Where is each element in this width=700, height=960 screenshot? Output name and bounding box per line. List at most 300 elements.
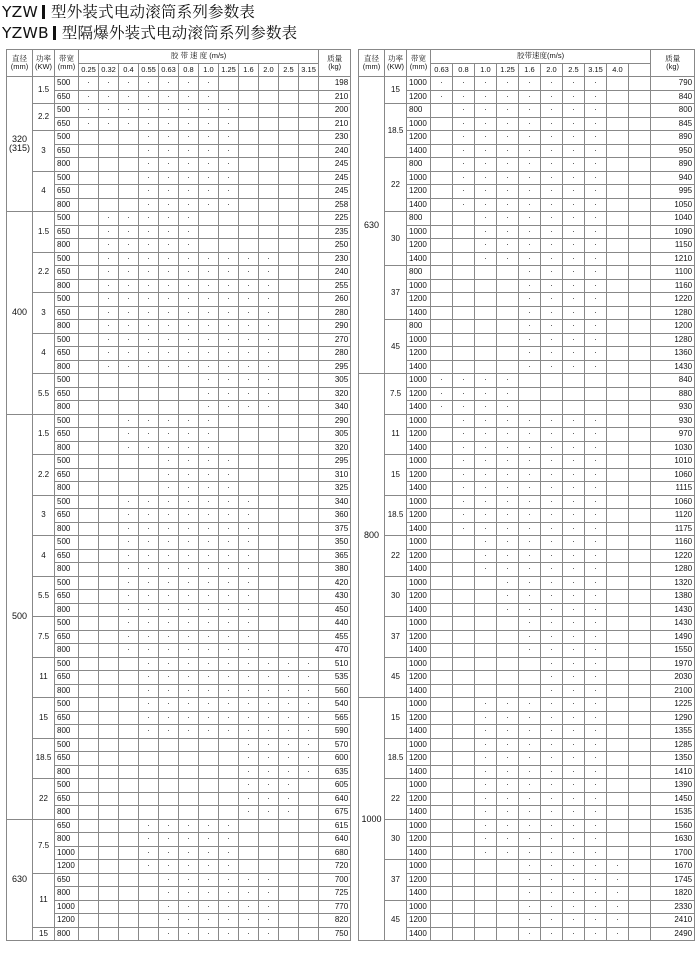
speed-available-dot: · [199, 333, 219, 347]
speed-empty-cell [299, 833, 319, 847]
speed-available-dot: · [497, 90, 519, 104]
mass-cell: 890 [651, 131, 695, 145]
speed-available-dot: · [179, 684, 199, 698]
width-cell: 650 [55, 306, 79, 320]
speed-available-dot: · [199, 644, 219, 658]
table-row [7, 131, 351, 145]
speed-available-dot: · [541, 185, 563, 199]
speed-available-dot: · [159, 482, 179, 496]
speed-available-dot: · [585, 536, 607, 550]
power-cell: 18.5 [33, 738, 55, 779]
speed-available-dot: · [541, 833, 563, 847]
table-row [7, 873, 351, 887]
power-cell: 15 [385, 455, 407, 496]
speed-available-dot: · [219, 387, 239, 401]
speed-available-dot: · [497, 846, 519, 860]
speed-empty-cell [629, 293, 651, 307]
speed-empty-cell [119, 698, 139, 712]
speed-empty-cell [119, 833, 139, 847]
speed-empty-cell [519, 401, 541, 415]
speed-empty-cell [607, 401, 629, 415]
speed-empty-cell [79, 387, 99, 401]
speed-available-dot: · [259, 779, 279, 793]
mass-cell: 1160 [651, 536, 695, 550]
speed-available-dot: · [475, 212, 497, 226]
speed-empty-cell [607, 738, 629, 752]
speed-available-dot: · [519, 104, 541, 118]
table-row [359, 455, 695, 469]
mass-cell: 2490 [651, 927, 695, 941]
speed-empty-cell [629, 536, 651, 550]
speed-available-dot: · [519, 90, 541, 104]
speed-available-dot: · [239, 387, 259, 401]
speed-available-dot: · [179, 900, 199, 914]
speed-available-dot: · [475, 752, 497, 766]
speed-empty-cell [475, 927, 497, 941]
speed-available-dot: · [563, 590, 585, 604]
speed-empty-cell [299, 90, 319, 104]
speed-available-dot: · [119, 522, 139, 536]
speed-empty-cell [431, 198, 453, 212]
speed-available-dot: · [199, 711, 219, 725]
speed-available-dot: · [259, 320, 279, 334]
speed-available-dot: · [259, 684, 279, 698]
table-row [7, 347, 351, 361]
speed-available-dot: · [139, 684, 159, 698]
table-row [7, 171, 351, 185]
speed-header-cell: 0.25 [79, 63, 99, 77]
speed-empty-cell [453, 266, 475, 280]
speed-available-dot: · [219, 266, 239, 280]
speed-empty-cell [431, 266, 453, 280]
speed-available-dot: · [199, 725, 219, 739]
speed-available-dot: · [541, 225, 563, 239]
table-row [7, 266, 351, 280]
width-cell: 650 [55, 671, 79, 685]
mass-cell: 1060 [651, 495, 695, 509]
speed-available-dot: · [259, 401, 279, 415]
speed-empty-cell [431, 468, 453, 482]
speed-available-dot: · [519, 212, 541, 226]
speed-empty-cell [607, 347, 629, 361]
speed-empty-cell [119, 765, 139, 779]
speed-empty-cell [279, 455, 299, 469]
speed-available-dot: · [585, 144, 607, 158]
speed-available-dot: · [159, 630, 179, 644]
speed-available-dot: · [585, 725, 607, 739]
mass-cell: 1285 [651, 738, 695, 752]
width-cell: 500 [55, 414, 79, 428]
speed-empty-cell [239, 860, 259, 874]
speed-empty-cell [99, 482, 119, 496]
speed-available-dot: · [119, 212, 139, 226]
speed-available-dot: · [159, 833, 179, 847]
speed-available-dot: · [199, 630, 219, 644]
speed-available-dot: · [279, 671, 299, 685]
speed-empty-cell [259, 414, 279, 428]
speed-available-dot: · [199, 900, 219, 914]
speed-empty-cell [453, 725, 475, 739]
table-row [359, 900, 695, 914]
speed-empty-cell [629, 104, 651, 118]
speed-empty-cell [629, 374, 651, 388]
speed-empty-cell [299, 846, 319, 860]
speed-empty-cell [99, 522, 119, 536]
speed-available-dot: · [259, 671, 279, 685]
mass-cell: 1210 [651, 252, 695, 266]
table-row [7, 414, 351, 428]
speed-empty-cell [475, 644, 497, 658]
speed-empty-cell [279, 428, 299, 442]
speed-available-dot: · [139, 833, 159, 847]
speed-available-dot: · [519, 927, 541, 941]
mass-cell: 725 [319, 887, 351, 901]
table-row [359, 590, 695, 604]
speed-available-dot: · [239, 711, 259, 725]
width-cell: 500 [55, 455, 79, 469]
speed-available-dot: · [119, 225, 139, 239]
speed-empty-cell [629, 347, 651, 361]
speed-available-dot: · [497, 77, 519, 91]
speed-empty-cell [279, 846, 299, 860]
speed-available-dot: · [541, 549, 563, 563]
speed-empty-cell [497, 644, 519, 658]
right-table-body [359, 77, 695, 941]
mass-cell: 635 [319, 765, 351, 779]
speed-available-dot: · [519, 779, 541, 793]
speed-available-dot: · [139, 252, 159, 266]
width-cell: 500 [55, 495, 79, 509]
speed-available-dot: · [563, 657, 585, 671]
mass-cell: 258 [319, 198, 351, 212]
speed-empty-cell [629, 860, 651, 874]
speed-empty-cell [453, 279, 475, 293]
table-row [359, 630, 695, 644]
speed-available-dot: · [299, 698, 319, 712]
speed-available-dot: · [279, 725, 299, 739]
width-cell: 650 [55, 873, 79, 887]
speed-available-dot: · [453, 455, 475, 469]
speed-empty-cell [607, 657, 629, 671]
speed-available-dot: · [563, 468, 585, 482]
speed-available-dot: · [585, 347, 607, 361]
speed-empty-cell [299, 320, 319, 334]
speed-available-dot: · [219, 522, 239, 536]
speed-available-dot: · [179, 333, 199, 347]
width-cell: 650 [55, 752, 79, 766]
speed-available-dot: · [541, 495, 563, 509]
speed-available-dot: · [199, 266, 219, 280]
speed-empty-cell [119, 725, 139, 739]
speed-available-dot: · [453, 117, 475, 131]
speed-available-dot: · [119, 333, 139, 347]
speed-available-dot: · [497, 185, 519, 199]
speed-available-dot: · [119, 536, 139, 550]
speed-available-dot: · [563, 603, 585, 617]
speed-available-dot: · [475, 387, 497, 401]
speed-available-dot: · [159, 293, 179, 307]
speed-available-dot: · [219, 617, 239, 631]
speed-empty-cell [119, 401, 139, 415]
speed-empty-cell [299, 293, 319, 307]
speed-empty-cell [629, 752, 651, 766]
width-cell: 1200 [407, 468, 431, 482]
speed-available-dot: · [239, 374, 259, 388]
speed-available-dot: · [159, 617, 179, 631]
speed-available-dot: · [259, 252, 279, 266]
speed-empty-cell [629, 630, 651, 644]
speed-empty-cell [99, 374, 119, 388]
speed-available-dot: · [519, 468, 541, 482]
speed-empty-cell [99, 171, 119, 185]
speed-empty-cell [239, 819, 259, 833]
speed-empty-cell [629, 428, 651, 442]
speed-available-dot: · [475, 779, 497, 793]
speed-empty-cell [629, 671, 651, 685]
speed-available-dot: · [563, 522, 585, 536]
mass-cell: 320 [319, 387, 351, 401]
speed-empty-cell [259, 644, 279, 658]
speed-available-dot: · [139, 563, 159, 577]
speed-empty-cell [79, 860, 99, 874]
speed-empty-cell [607, 684, 629, 698]
speed-empty-cell [629, 873, 651, 887]
speed-available-dot: · [585, 171, 607, 185]
speed-available-dot: · [259, 806, 279, 820]
speed-available-dot: · [541, 644, 563, 658]
width-cell: 1400 [407, 441, 431, 455]
speed-empty-cell [279, 482, 299, 496]
table-row [359, 576, 695, 590]
mass-cell: 375 [319, 522, 351, 536]
speed-available-dot: · [585, 320, 607, 334]
width-cell: 1200 [407, 833, 431, 847]
speed-available-dot: · [219, 482, 239, 496]
speed-available-dot: · [179, 482, 199, 496]
speed-available-dot: · [139, 266, 159, 280]
speed-empty-cell [629, 846, 651, 860]
speed-available-dot: · [199, 401, 219, 415]
speed-empty-cell [453, 644, 475, 658]
width-cell: 1400 [407, 563, 431, 577]
speed-available-dot: · [563, 792, 585, 806]
speed-available-dot: · [179, 549, 199, 563]
power-cell: 4 [33, 333, 55, 374]
speed-available-dot: · [519, 603, 541, 617]
speed-empty-cell [79, 333, 99, 347]
width-cell: 650 [55, 185, 79, 199]
speed-available-dot: · [219, 833, 239, 847]
speed-available-dot: · [259, 887, 279, 901]
width-cell: 1200 [407, 752, 431, 766]
table-row [7, 333, 351, 347]
speed-empty-cell [279, 414, 299, 428]
speed-available-dot: · [519, 522, 541, 536]
speed-empty-cell [219, 765, 239, 779]
speed-available-dot: · [563, 428, 585, 442]
speed-empty-cell [299, 374, 319, 388]
speed-empty-cell [453, 347, 475, 361]
speed-available-dot: · [519, 171, 541, 185]
speed-available-dot: · [259, 333, 279, 347]
speed-available-dot: · [219, 873, 239, 887]
speed-available-dot: · [475, 144, 497, 158]
speed-header-cell: 0.8 [179, 63, 199, 77]
speed-empty-cell [607, 806, 629, 820]
width-cell: 650 [55, 387, 79, 401]
width-cell: 800 [55, 765, 79, 779]
width-cell: 1200 [407, 347, 431, 361]
speed-empty-cell [79, 846, 99, 860]
speed-header-cell: 2.0 [259, 63, 279, 77]
speed-available-dot: · [585, 158, 607, 172]
speed-available-dot: · [497, 387, 519, 401]
speed-empty-cell [139, 401, 159, 415]
mass-cell: 340 [319, 495, 351, 509]
mass-cell: 1430 [651, 360, 695, 374]
speed-available-dot: · [159, 306, 179, 320]
speed-available-dot: · [239, 671, 259, 685]
mass-cell: 2030 [651, 671, 695, 685]
width-cell: 800 [55, 198, 79, 212]
speed-available-dot: · [541, 279, 563, 293]
speed-available-dot: · [219, 819, 239, 833]
width-cell: 1200 [407, 428, 431, 442]
mass-cell: 1700 [651, 846, 695, 860]
width-cell: 1200 [407, 387, 431, 401]
speed-available-dot: · [519, 536, 541, 550]
speed-available-dot: · [159, 927, 179, 941]
speed-empty-cell [299, 387, 319, 401]
mass-cell: 365 [319, 549, 351, 563]
speed-empty-cell [99, 198, 119, 212]
mass-cell: 260 [319, 293, 351, 307]
speed-header-cell: 1.25 [497, 63, 519, 77]
speed-available-dot: · [475, 158, 497, 172]
width-cell: 1000 [407, 374, 431, 388]
speed-available-dot: · [541, 657, 563, 671]
speed-available-dot: · [585, 239, 607, 253]
speed-empty-cell [179, 738, 199, 752]
speed-empty-cell [259, 563, 279, 577]
speed-empty-cell [453, 698, 475, 712]
mass-cell: 295 [319, 455, 351, 469]
table-row [359, 347, 695, 361]
speed-available-dot: · [199, 914, 219, 928]
speed-available-dot: · [453, 441, 475, 455]
speed-empty-cell [475, 293, 497, 307]
speed-empty-cell [299, 563, 319, 577]
speed-available-dot: · [139, 144, 159, 158]
speed-available-dot: · [541, 684, 563, 698]
speed-empty-cell [607, 563, 629, 577]
speed-empty-cell [453, 603, 475, 617]
speed-empty-cell [99, 900, 119, 914]
speed-empty-cell [607, 104, 629, 118]
speed-available-dot: · [199, 833, 219, 847]
table-row [7, 752, 351, 766]
mass-cell: 305 [319, 428, 351, 442]
header-mass: 质量 (kg) [319, 50, 351, 77]
speed-available-dot: · [431, 374, 453, 388]
speed-available-dot: · [453, 77, 475, 91]
speed-empty-cell [259, 212, 279, 226]
speed-empty-cell [607, 779, 629, 793]
speed-empty-cell [453, 320, 475, 334]
speed-empty-cell [119, 860, 139, 874]
speed-available-dot: · [519, 617, 541, 631]
speed-empty-cell [99, 401, 119, 415]
speed-empty-cell [259, 590, 279, 604]
speed-available-dot: · [585, 549, 607, 563]
table-row [359, 833, 695, 847]
table-row [7, 846, 351, 860]
speed-available-dot: · [139, 590, 159, 604]
speed-empty-cell [99, 576, 119, 590]
speed-empty-cell [239, 144, 259, 158]
speed-available-dot: · [259, 765, 279, 779]
width-cell: 1200 [55, 860, 79, 874]
speed-available-dot: · [139, 117, 159, 131]
speed-available-dot: · [219, 644, 239, 658]
width-cell: 650 [55, 711, 79, 725]
speed-available-dot: · [497, 779, 519, 793]
speed-empty-cell [79, 495, 99, 509]
table-row [359, 887, 695, 901]
speed-available-dot: · [139, 428, 159, 442]
speed-empty-cell [607, 536, 629, 550]
mass-cell: 1120 [651, 509, 695, 523]
power-cell: 18.5 [385, 104, 407, 158]
speed-available-dot: · [497, 725, 519, 739]
speed-empty-cell [79, 225, 99, 239]
speed-empty-cell [497, 671, 519, 685]
speed-empty-cell [259, 833, 279, 847]
speed-empty-cell [79, 171, 99, 185]
speed-available-dot: · [585, 266, 607, 280]
speed-empty-cell [279, 171, 299, 185]
speed-available-dot: · [119, 576, 139, 590]
speed-empty-cell [119, 657, 139, 671]
speed-empty-cell [99, 725, 119, 739]
width-cell: 800 [55, 482, 79, 496]
speed-empty-cell [431, 860, 453, 874]
speed-available-dot: · [119, 428, 139, 442]
speed-available-dot: · [179, 279, 199, 293]
speed-empty-cell [219, 225, 239, 239]
speed-available-dot: · [519, 806, 541, 820]
speed-available-dot: · [585, 414, 607, 428]
speed-empty-cell [199, 752, 219, 766]
speed-empty-cell [279, 333, 299, 347]
width-cell: 1400 [407, 144, 431, 158]
speed-available-dot: · [453, 468, 475, 482]
header-belt-speed: 胶带速度(m/s) [431, 50, 651, 64]
speed-available-dot: · [239, 738, 259, 752]
speed-available-dot: · [219, 914, 239, 928]
speed-empty-cell [279, 603, 299, 617]
speed-empty-cell [475, 657, 497, 671]
speed-available-dot: · [119, 644, 139, 658]
speed-empty-cell [119, 684, 139, 698]
speed-empty-cell [629, 887, 651, 901]
table-row [359, 738, 695, 752]
speed-available-dot: · [475, 455, 497, 469]
speed-available-dot: · [585, 306, 607, 320]
speed-empty-cell [629, 914, 651, 928]
speed-available-dot: · [497, 792, 519, 806]
speed-available-dot: · [519, 698, 541, 712]
